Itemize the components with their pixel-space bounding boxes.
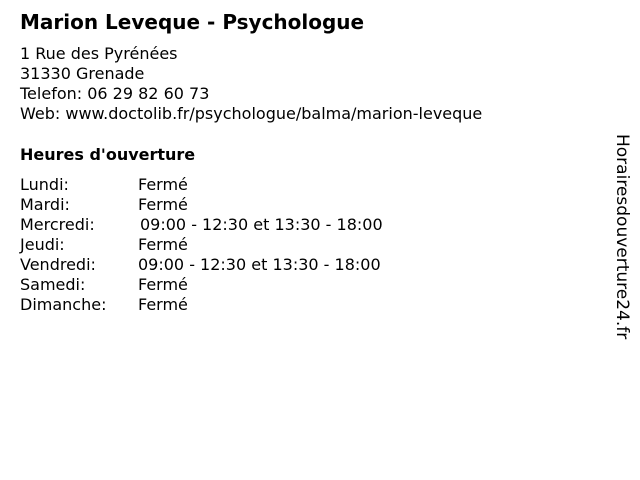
day-label: Dimanche: (20, 295, 107, 314)
page-title: Marion Leveque - Psychologue (20, 10, 365, 34)
hours-value: Fermé (138, 175, 188, 194)
website: Web: www.doctolib.fr/psychologue/balma/marion-leveque (20, 104, 483, 123)
day-label: Jeudi: (20, 235, 65, 254)
day-label: Mercredi: (20, 215, 95, 234)
day-label: Mardi: (20, 195, 70, 214)
hours-value: Fermé (138, 275, 188, 294)
street-address: 1 Rue des Pyrénées (20, 44, 178, 63)
hours-value: Fermé (138, 235, 188, 254)
city-postcode: 31330 Grenade (20, 64, 145, 83)
day-label: Samedi: (20, 275, 86, 294)
hours-value: Fermé (138, 295, 188, 314)
opening-hours-heading: Heures d'ouverture (20, 145, 196, 164)
hours-value: 09:00 - 12:30 et 13:30 - 18:00 (140, 215, 383, 234)
site-watermark: Horairesdouverture24.fr (612, 134, 632, 340)
hours-value: 09:00 - 12:30 et 13:30 - 18:00 (138, 255, 381, 274)
hours-value: Fermé (138, 195, 188, 214)
phone-number: Telefon: 06 29 82 60 73 (20, 84, 210, 103)
address-block (20, 44, 482, 124)
day-label: Vendredi: (20, 255, 96, 274)
day-label: Lundi: (20, 175, 69, 194)
